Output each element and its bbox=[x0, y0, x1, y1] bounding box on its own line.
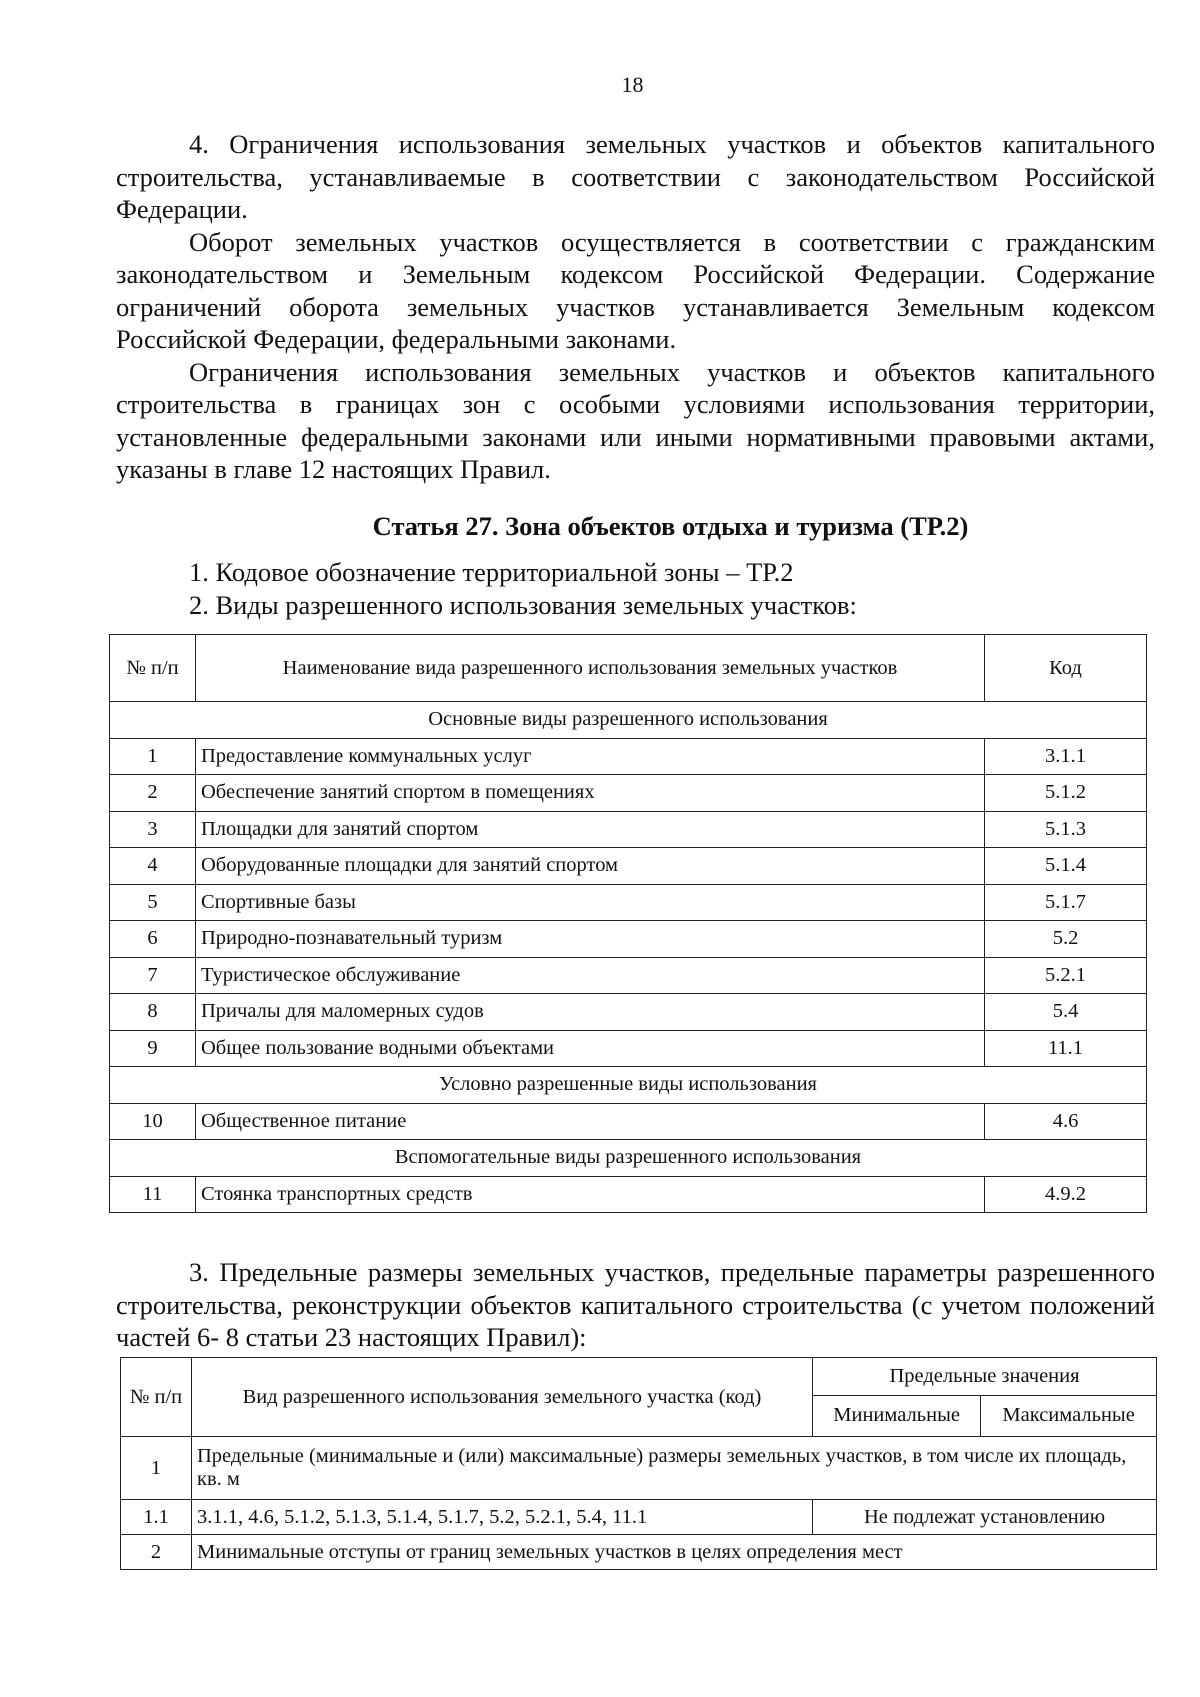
row-number: 5 bbox=[110, 884, 196, 921]
row-code: 5.1.4 bbox=[985, 848, 1147, 885]
row-code: 5.1.3 bbox=[985, 811, 1147, 848]
permitted-uses-table bbox=[109, 634, 1147, 1213]
limits-table bbox=[120, 1357, 1157, 1570]
row-code: 4.9.2 bbox=[985, 1176, 1147, 1213]
table-row bbox=[110, 994, 1147, 1031]
page-number: 18 bbox=[621, 72, 644, 97]
row-value: Не подлежат установлению bbox=[813, 1500, 1157, 1535]
paragraph-limits-wrap bbox=[116, 1256, 1155, 1354]
row-number: 10 bbox=[110, 1103, 196, 1140]
header-number: № п/п bbox=[121, 1358, 192, 1437]
row-code: 5.1.2 bbox=[985, 775, 1147, 812]
row-number: 8 bbox=[110, 994, 196, 1031]
header-limits: Предельные значения bbox=[813, 1358, 1157, 1396]
intro-text bbox=[116, 128, 1155, 486]
table-header-row bbox=[110, 635, 1147, 702]
paragraph-limits: 3. Предельные размеры земельных участков, предельные параметры разрешенного строительства, реконструкции объектов капитального строительства (с учетом положений частей 6- 8 статьи 23 настоящих Правил): bbox=[116, 1257, 1155, 1352]
row-text: Минимальные отступы от границ земельных участков в целях определения мест bbox=[192, 1535, 1157, 1570]
row-code: 5.4 bbox=[985, 994, 1147, 1031]
row-number: 2 bbox=[110, 775, 196, 812]
row-code: 11.1 bbox=[985, 1030, 1147, 1067]
header-code: Код bbox=[985, 635, 1147, 702]
row-code: 5.2 bbox=[985, 921, 1147, 958]
row-text: Предельные (минимальные и (или) максимальные) размеры земельных участков, в том числе их площадь, кв. м bbox=[192, 1437, 1157, 1500]
table-row bbox=[110, 848, 1147, 885]
row-codes: 3.1.1, 4.6, 5.1.2, 5.1.3, 5.1.4, 5.1.7, 5.2, 5.2.1, 5.4, 11.1 bbox=[192, 1500, 813, 1535]
table-row bbox=[110, 1030, 1147, 1067]
row-code: 5.2.1 bbox=[985, 957, 1147, 994]
row-number: 11 bbox=[110, 1176, 196, 1213]
section-conditional: Условно разрешенные виды использования bbox=[110, 1067, 1147, 1104]
section-row bbox=[110, 1140, 1147, 1177]
table-row bbox=[110, 957, 1147, 994]
row-number: 3 bbox=[110, 811, 196, 848]
paragraph-zones: Ограничения использования земельных участков и объектов капитального строительства в границах зон с особыми условиями использования территории, установленные федеральными законами или иными нормативными правовыми актами, указаны в главе 12 настоящих Правил. bbox=[116, 356, 1155, 484]
table-row bbox=[110, 1176, 1147, 1213]
header-kind: Вид разрешенного использования земельного участка (код) bbox=[192, 1358, 813, 1437]
row-name: Обеспечение занятий спортом в помещениях bbox=[196, 775, 985, 812]
table-row bbox=[110, 1103, 1147, 1140]
row-number: 1 bbox=[110, 738, 196, 775]
row-code: 3.1.1 bbox=[985, 738, 1147, 775]
item-permitted-uses: 2. Виды разрешенного использования земельных участков: bbox=[189, 589, 857, 620]
section-main: Основные виды разрешенного использования bbox=[110, 702, 1147, 739]
row-name: Предоставление коммунальных услуг bbox=[196, 738, 985, 775]
row-name: Общее пользование водными объектами bbox=[196, 1030, 985, 1067]
row-number: 1 bbox=[121, 1437, 192, 1500]
row-number: 6 bbox=[110, 921, 196, 958]
row-name: Туристическое обслуживание bbox=[196, 957, 985, 994]
table-row bbox=[110, 921, 1147, 958]
table-row bbox=[110, 775, 1147, 812]
item-zone-code: 1. Кодовое обозначение территориальной зоны – ТР.2 bbox=[189, 557, 794, 587]
paragraph-restrictions: 4. Ограничения использования земельных участков и объектов капитального строительства, устанавливаемые в соответствии с законодательством Российской Федерации. bbox=[116, 129, 1155, 224]
row-number: 9 bbox=[110, 1030, 196, 1067]
paragraph-turnover: Оборот земельных участков осуществляется в соответствии с гражданским законодательством и Земельным кодексом Российской Федерации. Содержание ограничений оборота земельных участков устанавливается Земельным кодексом Российской Федерации, федеральными законами. bbox=[116, 226, 1155, 354]
header-name: Наименование вида разрешенного использования земельных участков bbox=[196, 635, 985, 702]
section-row bbox=[110, 702, 1147, 739]
header-number: № п/п bbox=[110, 635, 196, 702]
row-code: 4.6 bbox=[985, 1103, 1147, 1140]
row-number: 2 bbox=[121, 1535, 192, 1570]
table-row bbox=[110, 811, 1147, 848]
row-number: 7 bbox=[110, 957, 196, 994]
row-number: 1.1 bbox=[121, 1500, 192, 1535]
table-header-row bbox=[121, 1358, 1157, 1396]
table-row bbox=[121, 1500, 1157, 1535]
header-max: Максимальные bbox=[981, 1395, 1157, 1436]
section-auxiliary: Вспомогательные виды разрешенного использования bbox=[110, 1140, 1147, 1177]
table-row bbox=[110, 884, 1147, 921]
row-name: Спортивные базы bbox=[196, 884, 985, 921]
table-row bbox=[110, 738, 1147, 775]
section-row bbox=[110, 1067, 1147, 1104]
row-name: Природно-познавательный туризм bbox=[196, 921, 985, 958]
row-code: 5.1.7 bbox=[985, 884, 1147, 921]
article-heading: Статья 27. Зона объектов отдыха и туризма (ТР.2) bbox=[372, 511, 969, 541]
table-row bbox=[121, 1535, 1157, 1570]
header-min: Минимальные bbox=[813, 1395, 981, 1436]
table-row bbox=[121, 1437, 1157, 1500]
row-name: Общественное питание bbox=[196, 1103, 985, 1140]
row-name: Площадки для занятий спортом bbox=[196, 811, 985, 848]
article-items bbox=[116, 556, 1155, 621]
row-number: 4 bbox=[110, 848, 196, 885]
row-name: Причалы для маломерных судов bbox=[196, 994, 985, 1031]
row-name: Оборудованные площадки для занятий спортом bbox=[196, 848, 985, 885]
row-name: Стоянка транспортных средств bbox=[196, 1176, 985, 1213]
